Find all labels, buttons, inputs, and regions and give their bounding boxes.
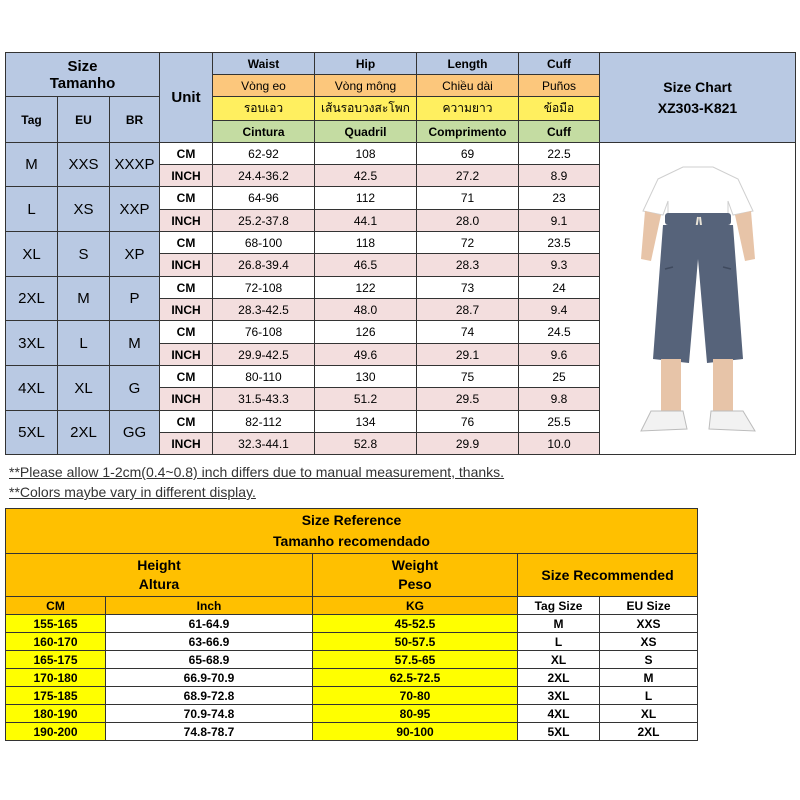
unit-inch: INCH (160, 165, 213, 187)
ref-inch: 70.9-74.8 (106, 705, 313, 723)
ref-title-line2: Tamanho recomendado (273, 533, 430, 549)
length-value: 73 (417, 277, 519, 299)
ref-inch: 68.9-72.8 (106, 687, 313, 705)
br-header: BR (110, 97, 160, 143)
tag-size: 5XL (6, 411, 58, 455)
waist-value: 76-108 (213, 321, 315, 344)
br-size: M (110, 321, 160, 366)
ref-tag: 2XL (518, 669, 600, 687)
size-header-line1: Size (67, 57, 98, 75)
unit-cm: CM (160, 411, 213, 433)
col-length-pt: Comprimento (417, 121, 519, 143)
ref-eu: XL (600, 705, 698, 723)
chart-title (600, 53, 796, 143)
length-value: 72 (417, 232, 519, 254)
tag-size: 2XL (6, 277, 58, 321)
cuff-value: 8.9 (519, 165, 600, 187)
eu-header: EU (58, 97, 110, 143)
cuff-value: 23 (519, 187, 600, 210)
eu-size: XXS (58, 143, 110, 187)
weight-header-line2: Peso (398, 576, 432, 592)
waist-value: 29.9-42.5 (213, 344, 315, 366)
hip-value: 46.5 (315, 254, 417, 277)
length-value: 29.1 (417, 344, 519, 366)
pants-photo-icon (603, 149, 793, 449)
note-colors: **Colors maybe vary in different display. (9, 484, 256, 500)
waist-value: 62-92 (213, 143, 315, 165)
ref-eu: XS (600, 633, 698, 651)
weight-header (313, 554, 518, 597)
ref-title-line1: Size Reference (301, 512, 402, 528)
length-value: 28.7 (417, 299, 519, 321)
eu-size: M (58, 277, 110, 321)
hip-value: 134 (315, 411, 417, 433)
cm-subheader: CM (6, 597, 106, 615)
waist-value: 28.3-42.5 (213, 299, 315, 321)
col-waist-th: รอบเอว (213, 97, 315, 121)
chart-title-line1: Size Chart (663, 78, 732, 95)
cuff-value: 10.0 (519, 433, 600, 455)
waist-value: 24.4-36.2 (213, 165, 315, 187)
ref-tag: XL (518, 651, 600, 669)
unit-cm: CM (160, 143, 213, 165)
tag-size: 3XL (6, 321, 58, 366)
ref-eu: M (600, 669, 698, 687)
ref-inch: 61-64.9 (106, 615, 313, 633)
eu-size: S (58, 232, 110, 277)
col-cuff-vi: Puños (519, 75, 600, 97)
cuff-value: 9.4 (519, 299, 600, 321)
ref-eu: 2XL (600, 723, 698, 741)
unit-cm: CM (160, 232, 213, 254)
cuff-value: 24 (519, 277, 600, 299)
ref-cm: 160-170 (6, 633, 106, 651)
ref-kg: 62.5-72.5 (313, 669, 518, 687)
unit-cm: CM (160, 187, 213, 210)
cuff-value: 9.3 (519, 254, 600, 277)
col-length-th: ความยาว (417, 97, 519, 121)
cuff-value: 9.6 (519, 344, 600, 366)
ref-kg: 45-52.5 (313, 615, 518, 633)
col-hip-th: เส้นรอบวงสะโพก (315, 97, 417, 121)
eu-size: XS (58, 187, 110, 232)
hip-value: 51.2 (315, 388, 417, 411)
ref-eu: XXS (600, 615, 698, 633)
waist-value: 64-96 (213, 187, 315, 210)
cuff-value: 22.5 (519, 143, 600, 165)
ref-cm: 180-190 (6, 705, 106, 723)
ref-eu: S (600, 651, 698, 669)
unit-inch: INCH (160, 254, 213, 277)
hip-value: 118 (315, 232, 417, 254)
waist-value: 72-108 (213, 277, 315, 299)
cuff-value: 9.1 (519, 210, 600, 232)
chart-title-line2: XZ303-K821 (657, 99, 738, 116)
length-value: 28.3 (417, 254, 519, 277)
hip-value: 44.1 (315, 210, 417, 232)
hip-value: 48.0 (315, 299, 417, 321)
inch-subheader: Inch (106, 597, 313, 615)
cuff-value: 25.5 (519, 411, 600, 433)
cuff-value: 9.8 (519, 388, 600, 411)
hip-value: 130 (315, 366, 417, 388)
tag-size: M (6, 143, 58, 187)
waist-value: 80-110 (213, 366, 315, 388)
br-size: XXP (110, 187, 160, 232)
ref-kg: 57.5-65 (313, 651, 518, 669)
col-hip-en: Hip (315, 53, 417, 75)
col-waist-pt: Cintura (213, 121, 315, 143)
hip-value: 42.5 (315, 165, 417, 187)
col-length-vi: Chiều dài (417, 75, 519, 97)
col-cuff-pt: Cuff (519, 121, 600, 143)
br-size: G (110, 366, 160, 411)
tag-header: Tag (6, 97, 58, 143)
kg-subheader: KG (313, 597, 518, 615)
ref-kg: 80-95 (313, 705, 518, 723)
ref-inch: 74.8-78.7 (106, 723, 313, 741)
length-value: 27.2 (417, 165, 519, 187)
br-size: XXXP (110, 143, 160, 187)
col-cuff-en: Cuff (519, 53, 600, 75)
unit-cm: CM (160, 366, 213, 388)
tag-size-subheader: Tag Size (518, 597, 600, 615)
br-size: P (110, 277, 160, 321)
height-header (6, 554, 313, 597)
ref-tag: M (518, 615, 600, 633)
length-value: 74 (417, 321, 519, 344)
length-value: 28.0 (417, 210, 519, 232)
ref-kg: 50-57.5 (313, 633, 518, 651)
eu-size-subheader: EU Size (600, 597, 698, 615)
waist-value: 25.2-37.8 (213, 210, 315, 232)
ref-kg: 90-100 (313, 723, 518, 741)
size-recommended-header: Size Recommended (518, 554, 698, 597)
ref-cm: 155-165 (6, 615, 106, 633)
ref-tag: L (518, 633, 600, 651)
ref-cm: 175-185 (6, 687, 106, 705)
unit-cm: CM (160, 321, 213, 344)
length-value: 29.5 (417, 388, 519, 411)
cuff-value: 25 (519, 366, 600, 388)
ref-inch: 63-66.9 (106, 633, 313, 651)
weight-header-line1: Weight (391, 557, 439, 573)
eu-size: 2XL (58, 411, 110, 455)
tag-size: L (6, 187, 58, 232)
height-header-line2: Altura (138, 576, 180, 592)
hip-value: 112 (315, 187, 417, 210)
length-value: 76 (417, 411, 519, 433)
col-length-en: Length (417, 53, 519, 75)
unit-inch: INCH (160, 388, 213, 411)
col-hip-vi: Vòng mông (315, 75, 417, 97)
col-cuff-th: ข้อมือ (519, 97, 600, 121)
br-size: GG (110, 411, 160, 455)
ref-title (6, 509, 698, 554)
hip-value: 49.6 (315, 344, 417, 366)
size-header-line2: Tamanho (49, 74, 116, 92)
unit-inch: INCH (160, 299, 213, 321)
length-value: 29.9 (417, 433, 519, 455)
ref-eu: L (600, 687, 698, 705)
ref-kg: 70-80 (313, 687, 518, 705)
hip-value: 52.8 (315, 433, 417, 455)
height-header-line1: Height (137, 557, 181, 573)
unit-inch: INCH (160, 433, 213, 455)
size-reference-table (5, 508, 698, 741)
tag-size: 4XL (6, 366, 58, 411)
note-measurement: **Please allow 1-2cm(0.4~0.8) inch differs due to manual measurement, thanks. (9, 464, 505, 480)
waist-value: 82-112 (213, 411, 315, 433)
waist-value: 26.8-39.4 (213, 254, 315, 277)
col-waist-en: Waist (213, 53, 315, 75)
ref-tag: 3XL (518, 687, 600, 705)
cuff-value: 23.5 (519, 232, 600, 254)
length-value: 71 (417, 187, 519, 210)
ref-inch: 65-68.9 (106, 651, 313, 669)
eu-size: XL (58, 366, 110, 411)
ref-cm: 190-200 (6, 723, 106, 741)
waist-value: 32.3-44.1 (213, 433, 315, 455)
unit-header: Unit (160, 53, 213, 143)
col-hip-pt: Quadril (315, 121, 417, 143)
hip-value: 108 (315, 143, 417, 165)
size-header (6, 53, 160, 97)
waist-value: 68-100 (213, 232, 315, 254)
unit-cm: CM (160, 277, 213, 299)
hip-value: 126 (315, 321, 417, 344)
eu-size: L (58, 321, 110, 366)
unit-inch: INCH (160, 210, 213, 232)
hip-value: 122 (315, 277, 417, 299)
waist-value: 31.5-43.3 (213, 388, 315, 411)
unit-inch: INCH (160, 344, 213, 366)
ref-tag: 5XL (518, 723, 600, 741)
ref-tag: 4XL (518, 705, 600, 723)
length-value: 75 (417, 366, 519, 388)
ref-cm: 165-175 (6, 651, 106, 669)
col-waist-vi: Vòng eo (213, 75, 315, 97)
ref-cm: 170-180 (6, 669, 106, 687)
notes (9, 462, 504, 502)
ref-inch: 66.9-70.9 (106, 669, 313, 687)
product-photo-cell (600, 143, 796, 455)
size-chart-table (5, 52, 796, 455)
br-size: XP (110, 232, 160, 277)
cuff-value: 24.5 (519, 321, 600, 344)
tag-size: XL (6, 232, 58, 277)
length-value: 69 (417, 143, 519, 165)
